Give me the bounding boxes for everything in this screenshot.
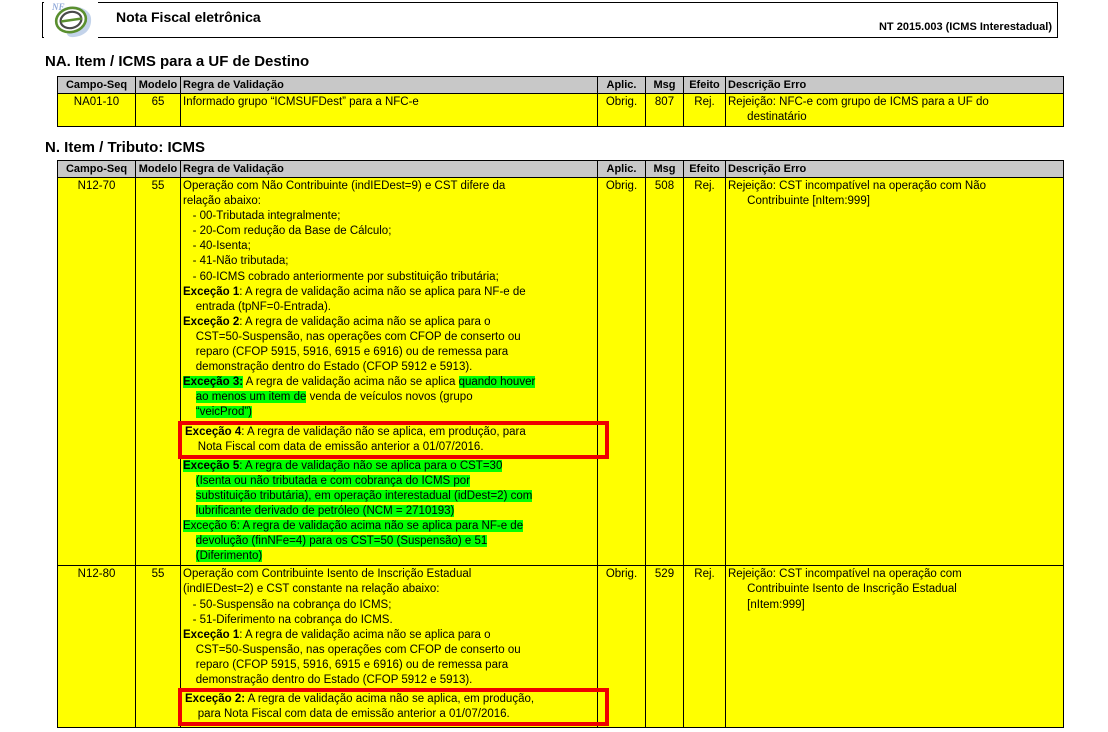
rule-text-line (183, 345, 595, 360)
section-title-na: NA. Item / ICMS para a UF de Destino (45, 53, 310, 70)
rule-text-line (183, 360, 595, 375)
msg-cell: 807 (646, 94, 684, 127)
column-header: Efeito (684, 77, 726, 94)
text-segment: Nota Fiscal com data de emissão anterior a 01/07/2016. (185, 440, 484, 453)
rule-text-line (185, 707, 603, 722)
rule-text-line (183, 489, 595, 504)
error-description-line: Rejeição: NFC-e com grupo de ICMS para a UF do (728, 96, 989, 108)
text-segment: - 51-Diferimento na cobrança do ICMS. (183, 613, 393, 626)
rule-text-line (183, 405, 595, 420)
highlighted-text: quando houver (458, 376, 536, 389)
rule-text-line (183, 658, 595, 673)
highlighted-text: lubrificante derivado de petróleo (NCM = 2710193) (195, 504, 455, 517)
text-segment (183, 406, 196, 418)
text-segment: Exceção 2: (185, 693, 246, 706)
highlighted-text: Exceção 3: (183, 376, 244, 389)
highlighted-text: ao menos um item de (195, 391, 307, 404)
rule-text-line (183, 474, 595, 489)
text-segment: : A regra de validação acima não se aplica para o (239, 628, 491, 641)
error-description-line: destinatário (728, 111, 807, 124)
msg-cell: 529 (646, 566, 684, 728)
campo-seq-cell: N12-80 (58, 566, 136, 728)
text-segment: Exceção 1 (183, 285, 240, 298)
column-header: Campo-Seq (58, 77, 136, 94)
error-description-line: Contribuinte [nItem:999] (728, 195, 870, 208)
rule-text-line (183, 598, 595, 613)
rule-text-line (183, 194, 595, 209)
modelo-cell: 65 (136, 94, 181, 127)
campo-seq-cell: N12-70 (58, 178, 136, 566)
text-segment: - 60-ICMS cobrado anteriormente por substituição tributária; (183, 270, 499, 283)
error-description-line: [nItem:999] (728, 598, 805, 611)
validation-table-na (57, 76, 1064, 127)
nfe-logo-icon (44, 0, 98, 42)
column-header: Aplic. (598, 77, 646, 94)
rule-text-line (183, 239, 595, 254)
column-header: Msg (646, 77, 684, 94)
text-segment: relação abaixo: (183, 195, 261, 208)
text-segment: CST=50-Suspensão, nas operações com CFOP de conserto ou (183, 330, 521, 343)
rule-text-line (183, 549, 595, 564)
highlighted-text: (Diferimento) (195, 550, 263, 563)
column-header: Descrição Erro (726, 77, 1064, 94)
rule-text-line (183, 459, 595, 474)
text-segment: Informado grupo “ICMSUFDest” para a NFC-e (183, 96, 419, 108)
text-segment: - 40-Isenta; (183, 240, 251, 253)
descricao-erro-cell (726, 94, 1064, 127)
rule-text-line (183, 582, 595, 597)
text-segment (183, 490, 196, 502)
rule-text-line (183, 643, 595, 658)
text-segment: : A regra de validação acima não se aplica para NF-e de (239, 285, 526, 298)
text-segment: CST=50-Suspensão, nas operações com CFOP de conserto ou (183, 643, 521, 656)
highlighted-text: : A regra de validação não se aplica para o CST=30 (239, 459, 503, 472)
text-segment: Exceção 4 (185, 425, 242, 438)
text-segment: : A regra de validação não se aplica, em produção, para (241, 425, 526, 438)
rule-text-line (183, 375, 595, 390)
rule-text-line (185, 425, 603, 440)
rule-text-line (183, 613, 595, 628)
regra-validacao-cell (181, 178, 598, 566)
text-segment: - 50-Suspensão na cobrança do ICMS; (183, 598, 392, 611)
rule-text-line (183, 519, 595, 534)
highlighted-text: Exceção 6: A regra de validação acima não se aplica para NF-e de (183, 520, 524, 533)
validation-table-icms (57, 160, 1064, 728)
text-segment: Operação com Contribuinte Isento de Inscrição Estadual (183, 568, 472, 581)
rule-text-line (183, 567, 595, 582)
efeito-cell: Rej. (684, 94, 726, 127)
table-header-row (58, 77, 1064, 94)
text-segment: entrada (tpNF=0-Entrada). (183, 300, 331, 313)
text-segment: Exceção 2 (183, 315, 240, 328)
rule-text-line (183, 390, 595, 405)
descricao-erro-cell (726, 566, 1064, 728)
efeito-cell: Rej. (684, 566, 726, 728)
text-segment: - 00-Tributada integralmente; (183, 210, 341, 223)
nt-version-label: NT 2015.003 (ICMS Interestadual) (878, 21, 1052, 33)
error-description-line: Rejeição: CST incompatível na operação com Não (728, 180, 987, 192)
aplic-cell: Obrig. (598, 566, 646, 728)
column-header: Regra de Validação (181, 77, 598, 94)
text-segment: Operação com Não Contribuinte (indIEDest=9) e CST difere da (183, 180, 506, 192)
efeito-cell: Rej. (684, 178, 726, 566)
highlighted-text: devolução (finNFe=4) para os CST=50 (Suspensão) e 51 (195, 535, 488, 548)
highlighted-text: “veicProd”) (195, 406, 253, 419)
rule-text-line (183, 504, 595, 519)
table-row (58, 566, 1064, 728)
error-description-line: Contribuinte Isento de Inscrição Estadual (728, 583, 957, 596)
rule-text-line (183, 330, 595, 345)
text-segment (183, 505, 196, 517)
rule-text-line (183, 628, 595, 643)
text-segment: (indIEDest=2) e CST constante na relação abaixo: (183, 583, 440, 596)
red-annotation-box (178, 421, 609, 459)
text-segment: reparo (CFOP 5915, 5916, 6915 e 6916) ou de remessa para (183, 346, 509, 359)
aplic-cell: Obrig. (598, 94, 646, 127)
msg-cell: 508 (646, 178, 684, 566)
rule-text-line (183, 95, 595, 110)
column-header: Aplic. (598, 161, 646, 178)
rule-text-line (185, 440, 603, 455)
text-segment: A regra de validação acima não se aplica, em produção, (245, 693, 535, 706)
error-description-line: Rejeição: CST incompatível na operação com (728, 568, 962, 581)
text-segment: - 41-Não tributada; (183, 255, 289, 268)
section-title-n: N. Item / Tributo: ICMS (45, 139, 205, 156)
table-row (58, 94, 1064, 127)
text-segment: - 20-Com redução da Base de Cálculo; (183, 225, 392, 238)
modelo-cell: 55 (136, 178, 181, 566)
text-segment: reparo (CFOP 5915, 5916, 6915 e 6916) ou de remessa para (183, 658, 509, 671)
rule-text-line (183, 673, 595, 688)
highlighted-text: substituição tributária), em operação interestadual (idDest=2) com (195, 489, 533, 502)
column-header: Descrição Erro (726, 161, 1064, 178)
validation-table (57, 76, 1064, 127)
regra-validacao-cell (181, 94, 598, 127)
regra-validacao-cell (181, 566, 598, 728)
text-segment: Exceção 1 (183, 628, 240, 641)
rule-text-line (183, 254, 595, 269)
rule-text-line (183, 285, 595, 300)
column-header: Regra de Validação (181, 161, 598, 178)
column-header: Msg (646, 161, 684, 178)
text-segment (183, 391, 196, 403)
page-title: Nota Fiscal eletrônica (116, 9, 261, 25)
text-segment (183, 550, 196, 562)
rule-text-line (183, 534, 595, 549)
text-segment: demonstração dentro do Estado (CFOP 5912 e 5913). (183, 674, 473, 686)
text-segment (183, 475, 196, 487)
highlighted-text: Exceção 5 (183, 459, 240, 472)
column-header: Efeito (684, 161, 726, 178)
svg-text:NF: NF (52, 2, 65, 12)
text-segment: venda de veículos novos (grupo (306, 391, 473, 404)
rule-text-line (183, 270, 595, 285)
red-annotation-box (178, 688, 609, 726)
rule-text-line (185, 692, 603, 707)
table-row (58, 178, 1064, 566)
text-segment: demonstração dentro do Estado (CFOP 5912 e 5913). (183, 361, 473, 374)
campo-seq-cell: NA01-10 (58, 94, 136, 127)
rule-text-line (183, 300, 595, 315)
text-segment: A regra de validação acima não se aplica (243, 376, 459, 389)
column-header: Modelo (136, 77, 181, 94)
rule-text-line (183, 224, 595, 239)
text-segment: : A regra de validação acima não se aplica para o (239, 315, 491, 328)
aplic-cell: Obrig. (598, 178, 646, 566)
text-segment: para Nota Fiscal com data de emissão anterior a 01/07/2016. (185, 708, 510, 721)
table-header-row (58, 161, 1064, 178)
column-header: Campo-Seq (58, 161, 136, 178)
column-header: Modelo (136, 161, 181, 178)
text-segment (183, 535, 196, 547)
validation-table (57, 160, 1064, 728)
highlighted-text: (Isenta ou não tributada e com cobrança do ICMS por (195, 474, 471, 487)
rule-text-line (183, 209, 595, 224)
modelo-cell: 55 (136, 566, 181, 728)
descricao-erro-cell (726, 178, 1064, 566)
rule-text-line (183, 179, 595, 194)
rule-text-line (183, 315, 595, 330)
